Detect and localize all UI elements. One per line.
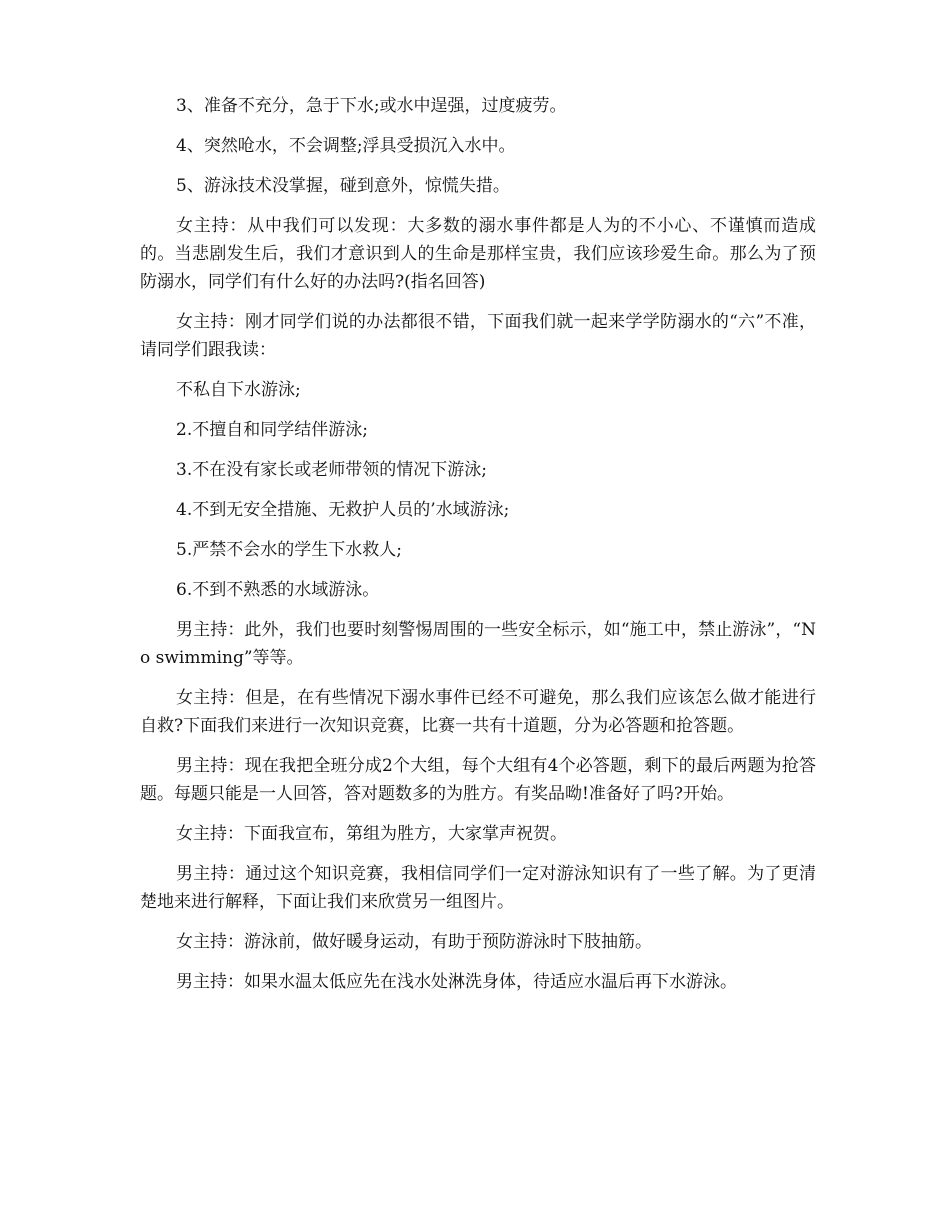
rule-item-5: 5.严禁不会水的学生下水救人; — [176, 540, 402, 560]
paragraph-male-host-1: 男主持：此外，我们也要时刻警惕周围的一些安全标示，如“施工中，禁止游泳”，“No swimming”等等。 — [140, 620, 816, 668]
document-body — [140, 92, 816, 1008]
paragraph-female-host-5: 女主持：游泳前，做好暖身运动，有助于预防游泳时下肢抽筋。 — [176, 932, 652, 952]
rule-item-2: 2.不擅自和同学结伴游泳; — [176, 420, 368, 440]
paragraph-male-host-2: 男主持：现在我把全班分成2个大组，每个大组有4个必答题，剩下的最后两题为抢答题。每题只能是一人回答，答对题数多的为胜方。有奖品呦!准备好了吗?开始。 — [140, 756, 816, 804]
paragraph-cause-4: 4、突然呛水，不会调整;浮具受损沉入水中。 — [176, 136, 516, 156]
paragraph-male-host-3: 男主持：通过这个知识竞赛，我相信同学们一定对游泳知识有了一些了解。为了更清楚地来进行解释，下面让我们来欣赏另一组图片。 — [140, 864, 816, 912]
rule-item-4: 4.不到无安全措施、无救护人员的’水域游泳; — [176, 500, 510, 520]
rule-item-6: 6.不到不熟悉的水域游泳。 — [176, 580, 380, 600]
paragraph-cause-3: 3、准备不充分，急于下水;或水中逞强，过度疲劳。 — [176, 96, 567, 116]
rule-item-1: 不私自下水游泳; — [176, 380, 301, 400]
paragraph-female-host-1: 女主持：从中我们可以发现：大多数的溺水事件都是人为的不小心、不谨慎而造成的。当悲剧发生后，我们才意识到人的生命是那样宝贵，我们应该珍爱生命。那么为了预防溺水，同学们有什么好的办法吗?(指名回答) — [140, 216, 816, 292]
rule-item-3: 3.不在没有家长或老师带领的情况下游泳; — [176, 460, 487, 480]
paragraph-female-host-4: 女主持：下面我宣布，第组为胜方，大家掌声祝贺。 — [176, 824, 567, 844]
paragraph-cause-5: 5、游泳技术没掌握，碰到意外，惊慌失措。 — [176, 176, 510, 196]
paragraph-male-host-4: 男主持：如果水温太低应先在浅水处淋洗身体，待适应水温后再下水游泳。 — [176, 972, 737, 992]
paragraph-female-host-3: 女主持：但是，在有些情况下溺水事件已经不可避免，那么我们应该怎么做才能进行自救?下面我们来进行一次知识竞赛，比赛一共有十道题，分为必答题和抢答题。 — [140, 688, 816, 736]
paragraph-female-host-2: 女主持：刚才同学们说的办法都很不错，下面我们就一起来学学防溺水的“六”不准，请同学们跟我读： — [140, 312, 816, 360]
